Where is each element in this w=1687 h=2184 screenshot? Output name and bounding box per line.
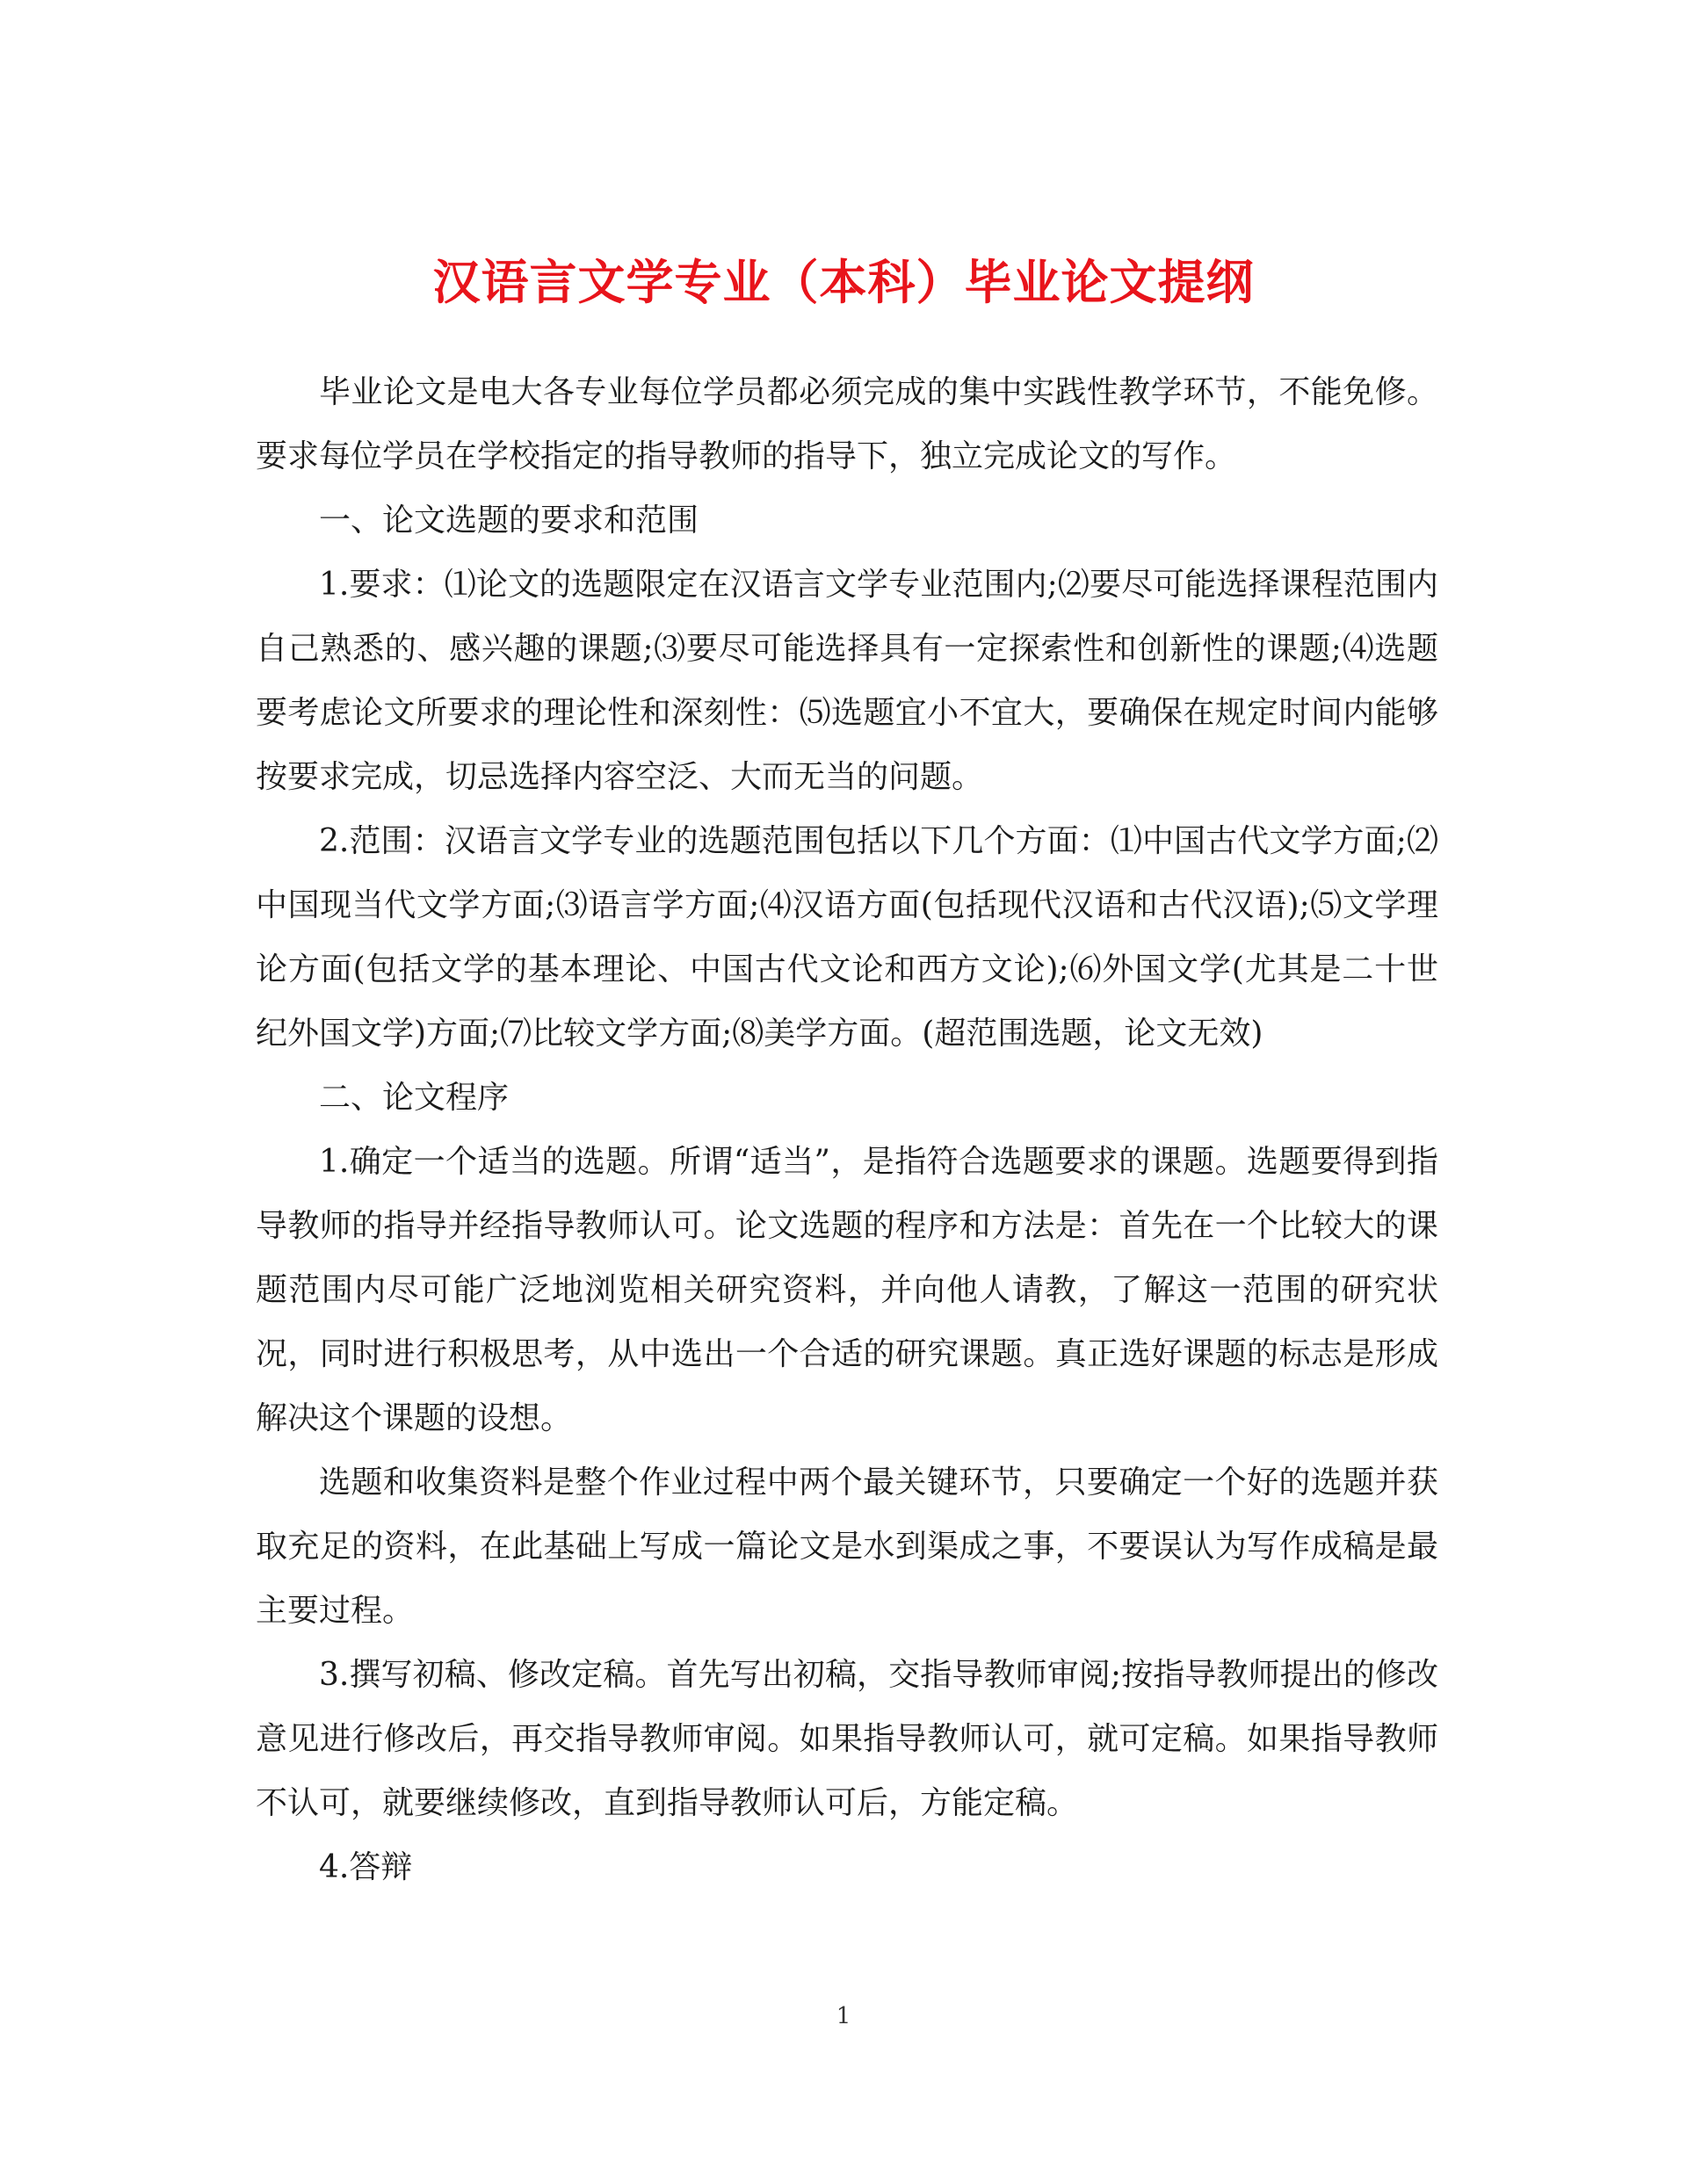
document-title: 汉语言文学专业（本科）毕业论文提纲 (432, 254, 1255, 311)
section-heading-2: 二、论文程序 (319, 1080, 510, 1116)
intro-paragraph: 毕业论文是电大各专业每位学员都必须完成的集中实践性教学环节，不能免修。要求每位学员在学校指定的指导教师的指导下，独立完成论文的写作。 (256, 374, 1438, 474)
drafting-paragraph: 3.撰写初稿、修改定稿。首先写出初稿，交指导教师审阅;按指导教师提出的修改意见进行修改后，再交指导教师审阅。如果指导教师认可，就可定稿。如果指导教师不认可，就要继续修改，直到指导教师认可后，方能定稿。 (256, 1657, 1438, 1821)
requirements-paragraph: 1.要求：⑴论文的选题限定在汉语言文学专业范围内;⑵要尽可能选择课程范围内自己熟悉的、感兴趣的课题;⑶要尽可能选择具有一定探索性和创新性的课题;⑷选题要考虑论文所要求的理论性和深刻性：⑸选题宜小不宜大，要确保在规定时间内能够按要求完成，切忌选择内容空泛、大而无当的问题。 (256, 567, 1438, 795)
defense-heading: 4.答辩 (319, 1849, 413, 1885)
document-body (256, 360, 1438, 1899)
topic-selection-paragraph: 1.确定一个适当的选题。所谓“适当”，是指符合选题要求的课题。选题要得到指导教师的指导并经指导教师认可。论文选题的程序和方法是：首先在一个比较大的课题范围内尽可能广泛地浏览相关研究资料，并向他人请教，了解这一范围的研究状况，同时进行积极思考，从中选出一个合适的研究课题。真正选好课题的标志是形成解决这个课题的设想。 (256, 1144, 1438, 1436)
data-collection-paragraph: 选题和收集资料是整个作业过程中两个最关键环节，只要确定一个好的选题并获取充足的资料，在此基础上写成一篇论文是水到渠成之事，不要误认为写作成稿是最主要过程。 (256, 1464, 1438, 1629)
section-heading-1: 一、论文选题的要求和范围 (319, 503, 699, 539)
page-number: 1 (836, 2003, 851, 2029)
scope-paragraph: 2.范围：汉语言文学专业的选题范围包括以下几个方面：⑴中国古代文学方面;⑵中国现当代文学方面;⑶语言学方面;⑷汉语方面(包括现代汉语和古代汉语);⑸文学理论方面(包括文学的基本理论、中国古代文论和西方文论);⑹外国文学(尤其是二十世纪外国文学)方面;⑺比较文学方面;⑻美学方面。(超范围选题，论文无效) (256, 823, 1438, 1052)
